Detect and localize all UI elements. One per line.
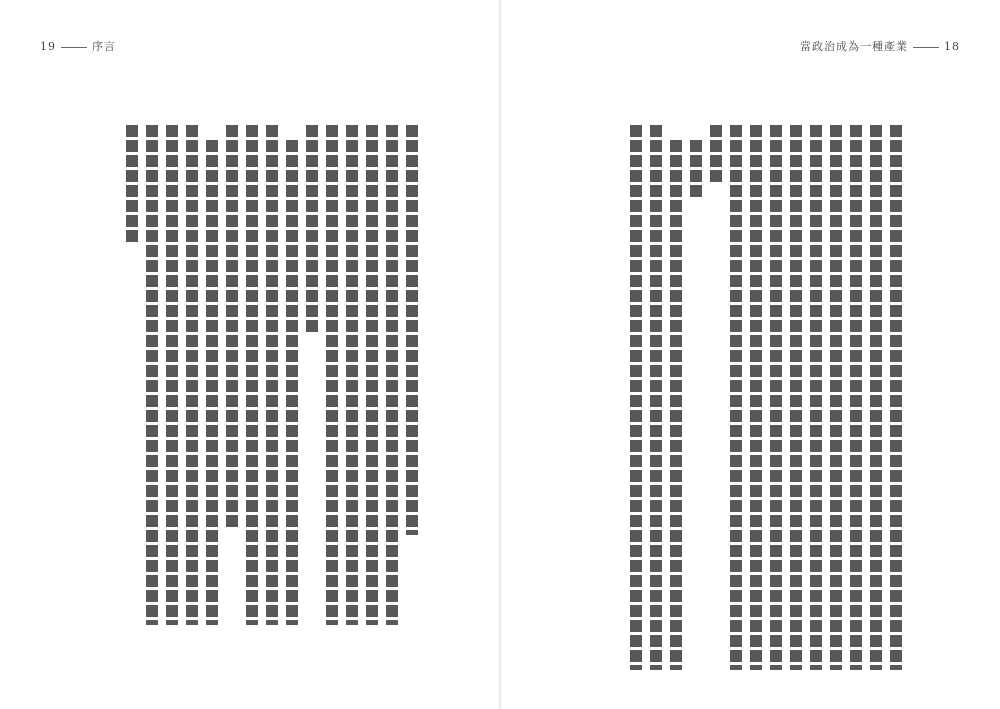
text-column [750,125,762,670]
left-page-body [88,125,418,670]
text-column [346,125,358,625]
text-column [770,125,782,670]
book-gutter [499,0,501,709]
right-page-body [585,125,905,670]
right-running-head [800,38,960,54]
left-running-head [40,38,116,54]
text-column [630,125,642,670]
text-column [850,125,862,670]
text-column [386,125,398,625]
text-column [266,125,278,625]
text-column [690,140,702,200]
text-column [830,125,842,670]
text-column [810,125,822,670]
left-section-title: 序言 [92,40,116,53]
text-column [890,125,902,670]
text-column [126,125,138,245]
text-column [670,140,682,670]
text-column [226,125,238,530]
running-head-rule [913,47,939,48]
text-column [326,125,338,625]
text-column [146,125,158,625]
text-column [306,125,318,335]
left-page-number: 19 [40,40,56,53]
text-column [730,125,742,670]
text-column [366,125,378,625]
text-column [186,125,198,625]
right-section-title: 當政治成為一種產業 [800,40,908,53]
text-column [246,125,258,625]
running-head-rule [61,47,87,48]
right-page-number: 18 [944,40,960,53]
text-column [650,125,662,670]
text-column [790,125,802,670]
text-column [406,125,418,535]
text-column [710,125,722,185]
text-column [166,125,178,625]
text-column [206,140,218,625]
text-column [286,140,298,625]
text-column [870,125,882,670]
